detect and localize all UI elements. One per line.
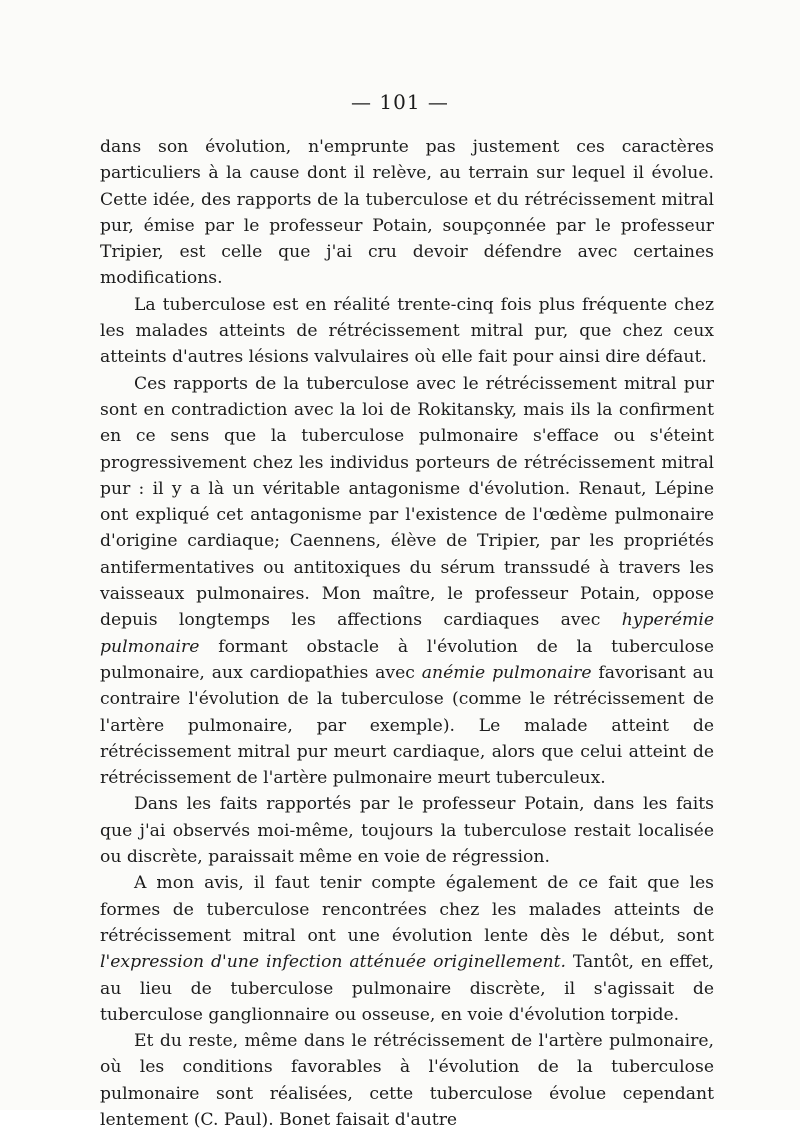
paragraph [100, 292, 714, 371]
text-segment: Dans les faits rapportés par le professeur Potain, dans les faits que j'ai observés moi-même, toujours la tuberculose restait localisée ou discrète, paraissait même en voie de régression. [100, 794, 714, 868]
page-number: — 101 — [351, 90, 449, 114]
italic-text: l'expression d'une infection atténuée originellement. [100, 952, 566, 973]
text-segment: A mon avis, il faut tenir compte également de ce fait que les formes de tuberculose rencontrées chez les malades atteints de rétrécissement mitral ont une évolution lente dès le début, sont [100, 873, 714, 946]
paragraph [100, 870, 714, 1028]
text-segment: Et du reste, même dans le rétrécissement de l'artère pulmonaire, où les conditions favorables à l'évolution de la tuberculose pulmonaire sont réalisées, cette tuberculose évolue cependant lentement (C. Paul). Bonet faisait d'autre [100, 1031, 714, 1130]
paragraph [100, 1028, 714, 1133]
paragraph [100, 371, 714, 792]
italic-text: hyperémie pulmonaire [100, 610, 714, 657]
text-segment: favorisant au contraire l'évolution de la tuberculose (comme le rétrécissement de l'artère pulmonaire, par exemple). Le malade atteint de rétrécissement mitral pur meurt cardiaque, alors que celui atteint de rétrécissement de l'artère pulmonaire meurt tuberculeux. [100, 662, 714, 789]
paragraph [100, 791, 714, 870]
text-segment: dans son évolution, n'emprunte pas justement ces caractères particuliers à la cause dont il relève, au terrain sur lequel il évolue. Cette idée, des rapports de la tuberculose et du rétrécissement mitral pur, émise par le professeur Potain, soupçonnée par le professeur Tripier, est celle que j'ai cru devoir défendre avec certaines modifications. [100, 137, 714, 289]
paragraph [100, 134, 714, 292]
text-segment: La tuberculose est en réalité trente-cinq fois plus fréquente chez les malades atteints de rétrécissement mitral pur, que chez ceux atteints d'autres lésions valvulaires où elle fait pour ainsi dire défaut. [100, 294, 714, 368]
text-segment: formant obstacle à l'évolution de la tuberculose pulmonaire, aux cardiopathies avec [100, 636, 714, 683]
italic-text: anémie pulmonaire [421, 662, 592, 683]
text-segment: Ces rapports de la tuberculose avec le rétrécissement mitral pur sont en contradiction avec la loi de Rokitansky, mais ils la confirment en ce sens que la tuberculose pulmonaire s'efface ou s'éteint progressivement chez les individus porteurs de rétrécissement mitral pur : il y a là un véritable antagonisme d'évolution. Renaut, Lépine ont expliqué cet antagonisme par l'existence de l'œdème pulmonaire d'origine cardiaque; Caennens, élève de Tripier, par les propriétés antifermentatives ou antitoxiques du sérum transsudé à travers les vaisseaux pulmonaires. Mon maître, le professeur Potain, oppose depuis longtemps les affections cardiaques avec [100, 373, 714, 631]
text-segment: Tantôt, en effet, au lieu de tuberculose pulmonaire discrète, il s'agissait de tuberculose ganglionnaire ou osseuse, en voie d'évolution torpide. [100, 952, 714, 1025]
body-text [100, 134, 714, 1133]
